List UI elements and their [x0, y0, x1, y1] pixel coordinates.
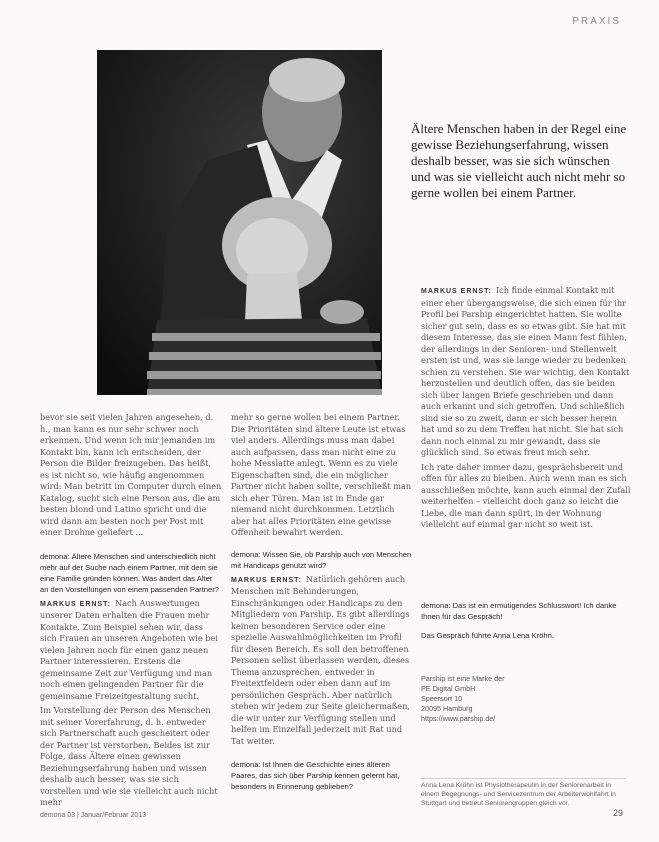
page-number: 29: [612, 808, 623, 818]
article-paragraph: bevor sie seit vielen Jahren angesehen, d. h., man kann es nur sehr schwer noch erkennen. Und wenn ich mir jemanden im Kontakt bin, kann ich entscheiden, der Person die Bilder freizugeben. Das heißt, es ist nicht so, wie häufig angenommen wird: Man betritt im Computer durch einen Katalog, sucht sich eine Person aus, die am besten blond und Latino spricht und die wird dann am besten noch per Post mit einer Drohne geliefert ...: [40, 412, 222, 537]
infobox-line: Speersort 10: [421, 694, 463, 703]
closing-block: [421, 600, 631, 670]
article-column-right: [421, 285, 631, 585]
photo-elderly-couple: [97, 50, 382, 395]
interview-question: demona: Wissen Sie, ob Parship auch von Menschen mit Handicaps genutzt wird?: [231, 549, 412, 570]
pull-quote: Ältere Menschen haben in der Regel eine gewisse Beziehungserfahrung, wissen deshalb besser, was sie sich wünschen und was sie vielleicht auch nicht mehr so gerne wollen bei einem Partner.: [411, 121, 627, 200]
infobox-line: Parship ist eine Marke der: [421, 674, 505, 683]
speaker-label: MARKUS ERNST:: [40, 600, 111, 608]
closing-question: demona: Das ist ein ermutigendes Schlusswort! Ich danke Ihnen für das Gespräch!: [421, 601, 617, 621]
article-paragraph: Im Vorstellung der Person des Menschen mit seiner Vorerfahrung, d. h. entweder sich Partnerschaft auch gescheitert oder der Partner ist verstorben. Beides ist zur Folge, dass Ältere einen gewissen Beziehungserfahrung haben und wissen deshalb auch besser, was sie sich vorstellen und wie sie vielleicht auch nicht mehr: [40, 705, 218, 807]
author-bio: Anna Lena Kröhn ist Physiotherapeutin in der Seniorenarbeit in einem Begegnungs- und Servicezentrum der Arbeiterwohlfahrt in Stuttgart und betreut Seniorengruppen gleich vor.: [421, 782, 616, 807]
infobox-line: 20095 Hamburg: [421, 704, 473, 713]
infobox-url[interactable]: https://www.parship.de/: [421, 714, 496, 723]
section-label: PRAXIS: [572, 16, 621, 27]
photo-illustration: [97, 50, 382, 395]
divider: [421, 778, 626, 779]
company-infobox: [421, 674, 621, 724]
article-paragraph: MARKUS ERNST: Nach Auswertungen unserer Daten erhalten die Frauen mehr Kontakte. Zum Beispiel sehen wir, dass sich Frauen an unseren Angeboten wie bei vielen Jahren noch für einen ganz neuen Partner interessieren. Erstens die gemeinsame Zeit zur Verfügung und man noch einen gelingenden Partner für die gemeinsame Freizeitgestaltung sucht.: [40, 597, 218, 701]
speaker-label: MARKUS ERNST:: [231, 576, 302, 584]
article-column-middle: [231, 412, 413, 796]
article-column-left: [40, 412, 222, 807]
infobox-line: PE Digital GmbH: [421, 684, 476, 693]
interview-question: demona: Ältere Menschen sind unterschiedlich nicht mehr auf der Suche nach einem Partner, mit dem sie eine Familie gründen können. Was ändert das Alter an den Vorstellungen von einem passenden Partner?: [40, 551, 220, 594]
interview-question: demona: Ist Ihnen die Geschichte eines älteren Paares, das sich über Parship kennen gelernt hat, besonders in Erinnerung geblieben?: [231, 760, 400, 791]
speaker-label: MARKUS ERNST:: [421, 288, 492, 295]
article-paragraph: Ich rate daher immer dazu, gesprächsbereit und offen für alles zu bleiben. Auch wenn man es sich ausschließen möchte, kann auch einmal der Zufall weiterhelfen – vielleicht doch ganz so leicht die Liebe, die man dann spürt, in der Wohnung vielleicht auf einmal gar nicht so weit ist.: [421, 461, 631, 529]
footer-text: demona 03 | Januar/Februar 2013: [40, 812, 147, 819]
article-paragraph: MARKUS ERNST: Natürlich gehören auch Menschen mit Behinderungen, Einschränkungen oder Handicaps zu den Mitgliedern von Parship. Es gibt allerdings keinen besonderen Service oder eine spezielle Auswahlmöglichkeiten im Profil für diesen Bereich. Es soll den betroffenen Personen selbst überlassen werden, dieses Thema anzusprechen, entweder in Freitextfeldern oder eben dann auf im persönlichen Gespräch. Aber natürlich stehen wir jedem zur Seite gleichermaßen, die wir unter zur Verfügung stellen und helfen im Einzelfall jederzeit mit Rat und Tat weiter.: [231, 573, 411, 746]
article-paragraph: MARKUS ERNST: Ich finde einmal Kontakt mit einer eher übergangsweise, die sich einen für ihr Profil bei Parship eingerichtet hatten. Sie wollte sicher gut sein, dass es so etwas gibt. Sie hat mit diesem Interesse, das sie einen Mann fest fühlen, der allerdings in der Senioren- und Stellenwelt ersten ist und, was sie lange wieder zu bedenken schien zu verstehen. Sie war wichtig, den Kontakt herzustellen und deutlich offen, das sie beiden sich über langen Briefe geschrieben und dann auch erkannt und sich getroffen. Und schließlich sind sie so zu zweit, dann er sich besser herein hat und so zu dem Treffen hat nicht. Sie hat sich dann noch einmal zu mir gewandt, dass sie glücklich sind. So etwas freut mich sehr.: [421, 285, 630, 457]
interview-credit: Das Gespräch führte Anna Lena Kröhn.: [421, 631, 554, 640]
article-paragraph: mehr so gerne wollen bei einem Partner. Die Prioritäten sind ältere Leute ist etwas viel anders. Allerdings muss man dabei auch aufpassen, dass man nicht eine zu hohe Messlatte anlegt. Wenn es zu viele Eigenschaften sind, die ein möglicher Partner nicht haben sollte, verschließt man sich eher Türen. Man ist in Ende gar niemand nicht durchkommen. Letztlich aber hat alles Prioritäten eine gewisse Offenheit bewahrt werden.: [231, 412, 412, 537]
